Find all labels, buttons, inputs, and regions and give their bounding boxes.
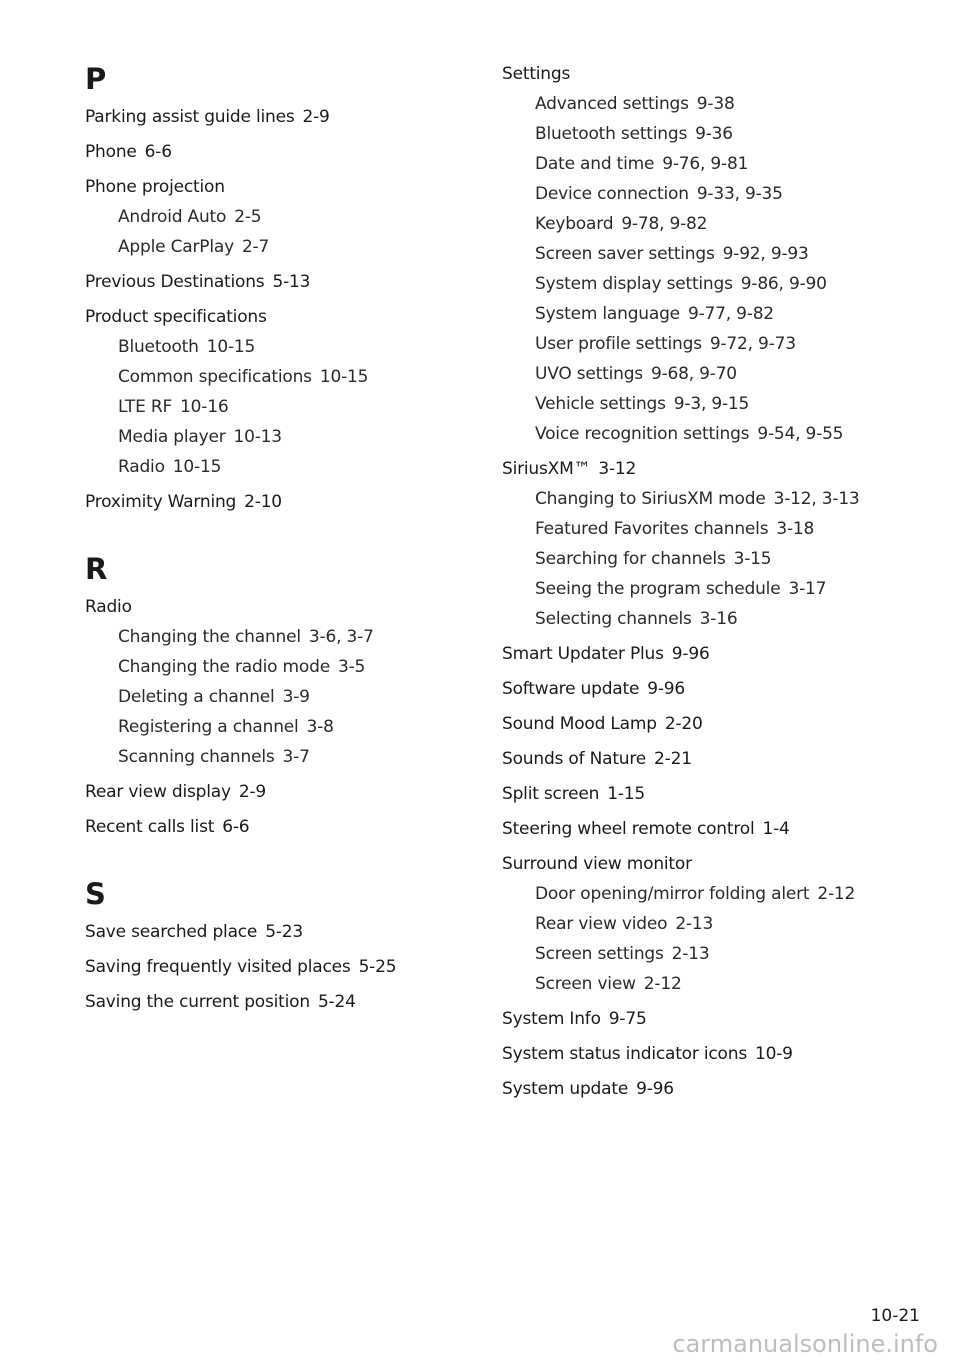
index-term: Rear view video [535,914,668,934]
index-entry [85,271,310,293]
index-subentry [85,366,368,388]
index-term: Scanning channels [118,747,275,767]
page-reference: 9-86, 9-90 [740,274,827,294]
index-entry [502,783,645,805]
index-entry [85,991,356,1013]
page-reference: 10-15 [206,337,256,357]
index-term: Software update [502,679,640,699]
page-reference: 10-13 [233,427,282,447]
index-term: Proximity Warning [85,492,237,512]
index-term: Radio [85,597,132,617]
index-term: User profile settings [535,334,702,354]
index-term: Rear view display [85,782,231,802]
page-reference: 9-54, 9-55 [757,424,844,444]
index-subentry [85,656,365,678]
index-term: Changing to SiriusXM mode [535,489,766,509]
page-reference: 3-9 [282,687,310,707]
index-subentry [502,973,682,995]
index-entry [502,63,570,85]
index-term: System language [535,304,680,324]
index-entry [85,106,330,128]
index-term: Product specifications [85,307,267,327]
page-reference: 9-78, 9-82 [621,214,708,234]
index-entry [85,956,396,978]
index-term: Split screen [502,784,600,804]
page-reference: 2-5 [234,207,262,227]
index-term: Phone [85,142,137,162]
index-subentry [502,423,843,445]
page-reference: 9-3, 9-15 [673,394,750,414]
index-entry [85,176,225,198]
index-entry [502,713,703,735]
page-reference: 10-15 [319,367,369,387]
page-reference: 3-8 [306,717,334,737]
index-subentry [85,716,334,738]
index-term: Date and time [535,154,655,174]
index-term: Deleting a channel [118,687,275,707]
watermark: carmanualsonline.info [672,1330,938,1358]
index-term: Searching for channels [535,549,726,569]
section-letter-s: S [85,877,106,911]
index-entry [85,141,172,163]
index-subentry [85,336,255,358]
page-reference: 9-33, 9-35 [696,184,783,204]
page-reference: 10-16 [180,397,229,417]
index-subentry [502,183,783,205]
page-reference: 3-12 [598,459,637,479]
index-entry [502,1078,674,1100]
page-reference: 3-7 [282,747,310,767]
page-reference: 5-24 [317,992,356,1012]
index-term: Android Auto [118,207,227,227]
index-term: Voice recognition settings [535,424,750,444]
page-reference: 1-4 [762,819,790,839]
index-term: Apple CarPlay [118,237,234,257]
page-reference: 9-36 [695,124,733,144]
index-subentry [502,153,748,175]
index-term: System update [502,1079,629,1099]
index-term: Phone projection [85,177,225,197]
index-term: Save searched place [85,922,258,942]
page-reference: 2-20 [664,714,703,734]
page-reference: 6-6 [144,142,172,162]
index-subentry [502,883,855,905]
page-reference: 9-96 [636,1079,674,1099]
page-reference: 9-76, 9-81 [662,154,749,174]
index-term: Keyboard [535,214,614,234]
index-term: Bluetooth settings [535,124,688,144]
index-subentry [502,273,827,295]
page-reference: 9-77, 9-82 [687,304,774,324]
page-reference: 10-9 [754,1044,793,1064]
index-entry [502,818,790,840]
index-entry [85,306,267,328]
index-term: Device connection [535,184,689,204]
index-term: Saving frequently visited places [85,957,351,977]
index-subentry [502,363,737,385]
index-term: Changing the radio mode [118,657,330,677]
index-term: Door opening/mirror folding alert [535,884,810,904]
index-term: Screen settings [535,944,664,964]
page-reference: 3-17 [788,579,827,599]
page-reference: 9-96 [671,644,710,664]
index-term: Screen saver settings [535,244,715,264]
page-reference: 2-10 [244,492,282,512]
page-reference: 6-6 [222,817,250,837]
index-entry [85,491,282,513]
index-subentry [85,456,221,478]
index-subentry [85,236,269,258]
index-term: Saving the current position [85,992,310,1012]
index-entry [502,678,685,700]
index-subentry [502,93,735,115]
section-letter-r: R [85,552,108,586]
index-term: Registering a channel [118,717,299,737]
index-term: Previous Destinations [85,272,265,292]
index-term: SiriusXM™ [502,459,591,479]
page-reference: 9-72, 9-73 [709,334,796,354]
page-number: 10-21 [870,1306,920,1326]
page-reference: 9-38 [696,94,735,114]
index-subentry [502,303,774,325]
index-entry [502,643,710,665]
index-entry [85,816,249,838]
index-subentry [502,393,749,415]
index-entry [502,1043,793,1065]
index-term: Bluetooth [118,337,199,357]
page-reference: 5-25 [358,957,397,977]
index-subentry [85,426,282,448]
index-term: Common specifications [118,367,312,387]
index-term: Recent calls list [85,817,215,837]
index-term: Selecting channels [535,609,692,629]
index-term: Screen view [535,974,636,994]
index-term: Advanced settings [535,94,689,114]
index-subentry [85,686,310,708]
index-subentry [502,488,860,510]
index-term: Steering wheel remote control [502,819,755,839]
index-term: System display settings [535,274,733,294]
index-subentry [502,243,809,265]
index-term: Smart Updater Plus [502,644,664,664]
page-reference: 2-9 [238,782,267,802]
index-term: Sound Mood Lamp [502,714,657,734]
page-reference: 10-15 [172,457,222,477]
index-term: Vehicle settings [535,394,666,414]
page-reference: 3-12, 3-13 [773,489,860,509]
index-subentry [502,333,796,355]
index-term: System status indicator icons [502,1044,747,1064]
index-entry [85,596,132,618]
page-reference: 2-12 [643,974,682,994]
page-reference: 3-15 [733,549,772,569]
page-reference: 3-16 [699,609,738,629]
index-term: Parking assist guide lines [85,107,295,127]
page-reference: 2-9 [302,107,330,127]
index-term: Radio [118,457,165,477]
page-reference: 2-12 [817,884,856,904]
page-reference: 9-92, 9-93 [722,244,809,264]
index-subentry [85,746,310,768]
page-reference: 3-6, 3-7 [308,627,374,647]
index-term: LTE RF [118,397,173,417]
index-entry [502,748,692,770]
page-reference: 9-96 [647,679,686,699]
index-subentry [85,206,261,228]
index-entry [502,1008,647,1030]
index-term: Seeing the program schedule [535,579,781,599]
index-subentry [502,518,814,540]
index-subentry [502,548,771,570]
page-reference: 9-68, 9-70 [650,364,737,384]
index-term: System Info [502,1009,601,1029]
index-term: Settings [502,64,571,84]
index-subentry [85,396,228,418]
index-entry [502,853,692,875]
page-reference: 3-18 [776,519,815,539]
index-subentry [85,626,374,648]
index-subentry [502,608,737,630]
page-reference: 5-13 [272,272,311,292]
index-subentry [502,123,733,145]
section-letter-p: P [85,62,107,96]
page-reference: 2-13 [675,914,714,934]
index-entry [85,781,266,803]
index-term: Changing the channel [118,627,301,647]
index-term: UVO settings [535,364,643,384]
index-term: Media player [118,427,226,447]
index-subentry [502,213,707,235]
index-term: Surround view monitor [502,854,692,874]
index-term: Sounds of Nature [502,749,647,769]
index-subentry [502,578,826,600]
page-reference: 2-13 [671,944,710,964]
page-reference: 3-5 [337,657,366,677]
index-subentry [502,913,713,935]
page-reference: 9-75 [608,1009,647,1029]
index-term: Featured Favorites channels [535,519,769,539]
index-entry [85,921,303,943]
page-reference: 2-21 [654,749,692,769]
index-entry [502,458,636,480]
page-reference: 1-15 [607,784,646,804]
index-subentry [502,943,709,965]
page-reference: 2-7 [241,237,270,257]
page-reference: 5-23 [265,922,303,942]
